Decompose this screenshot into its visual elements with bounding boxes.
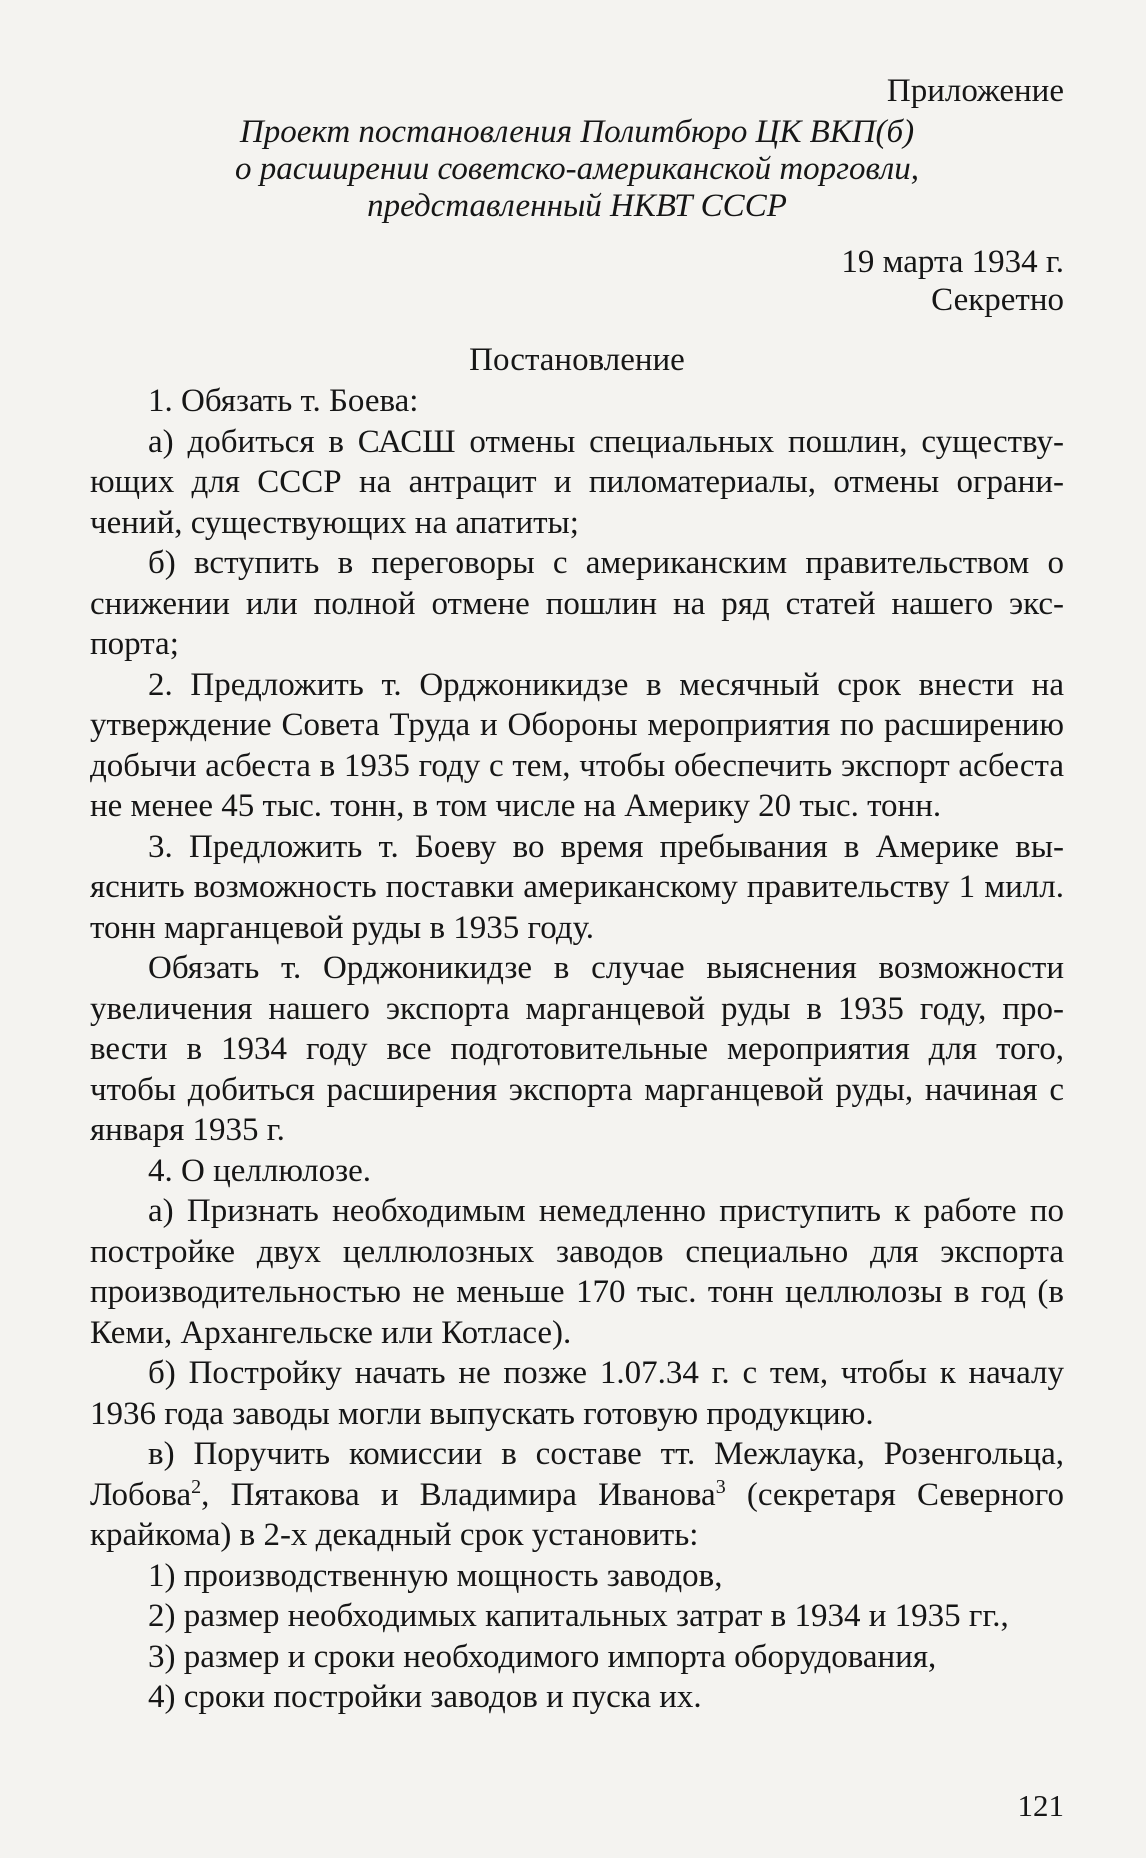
section-heading: Постановление	[469, 342, 685, 378]
paragraph-4a: а) Признать необходимым немедленно приступить к работе по постройке двух целлюлозных заводов специально для экспорта производительностью не меньше 170 тыс. тонн целлюлозы в год (в Кеми, Архангельске или Котласе).	[90, 1193, 1064, 1351]
paragraph-4c-text-1: в) Поручить комиссии в составе тт. Межлаука, Розенгольца, Лобова	[90, 1436, 1064, 1513]
list-item: 2) размер необходимых капитальных затрат в 1934 и 1935 гг.,	[148, 1598, 1009, 1634]
paragraph-4c-text-3: (секретаря Северного крайкома) в 2-х декадный срок установить:	[90, 1476, 1064, 1553]
resolution-body	[90, 381, 1064, 1718]
document-date: 19 марта 1934 г.	[841, 244, 1064, 280]
paragraph-1a: а) добиться в САСШ отмены специальных пошлин, существующих для СССР на антрацит и пиломатериалы, отмены ограничений, существующих на апатиты;	[90, 423, 1064, 541]
footnote-ref-3: 3	[715, 1475, 726, 1498]
page-number: 121	[1017, 1788, 1064, 1823]
list-item: 1) производственную мощность заводов,	[148, 1557, 723, 1594]
title-line-2: о расширении советско-американской торговли,	[234, 151, 920, 187]
appendix-label: Приложение	[886, 73, 1064, 109]
list-item: 3) размер и сроки необходимого импорта оборудования,	[148, 1638, 937, 1675]
classification-label: Секретно	[931, 282, 1064, 318]
list-item: 4) сроки постройки заводов и пуска их.	[148, 1679, 702, 1715]
paragraph-4c	[90, 1434, 1064, 1556]
paragraph-3b: Обязать т. Орджоникидзе в случае выяснения возможности увеличения нашего экспорта марганцевой руды в 1935 году, провести в 1934 году все подготовительные мероприятия для того, чтобы добиться расширения экспорта марганцевой руды, начиная с января 1935 г.	[90, 950, 1064, 1148]
title-line-1: Проект постановления Политбюро ЦК ВКП(б)	[239, 114, 915, 150]
paragraph-4c-text-2: , Пятакова и Владимира Иванова	[201, 1476, 716, 1513]
title-line-3: представленный НКВТ СССР	[367, 188, 787, 224]
paragraph-4b: б) Постройку начать не позже 1.07.34 г. с тем, чтобы к началу 1936 года заводы могли выпускать готовую продукцию.	[90, 1355, 1064, 1432]
document-title	[90, 114, 1064, 225]
paragraph-1b: б) вступить в переговоры с американским правительством о снижении или полной отмене пошлин на ряд статей нашего экспорта;	[90, 545, 1064, 662]
paragraph-1: 1. Обязать т. Боева:	[148, 383, 419, 419]
paragraph-3: 3. Предложить т. Боеву во время пребывания в Америке выяснить возможность поставки американскому правительству 1 милл. тонн марганцевой руды в 1935 году.	[90, 828, 1064, 946]
paragraph-4: 4. О целлюлозе.	[148, 1152, 372, 1189]
footnote-ref-2: 2	[191, 1475, 202, 1498]
paragraph-2: 2. Предложить т. Орджоникидзе в месячный срок внести на утверждение Совета Труда и Обороны мероприятия по расширению добычи асбеста в 1935 году с тем, чтобы обеспечить экспорт асбеста не менее 45 тыс. тонн, в том числе на Америку 20 тыс. тонн.	[90, 666, 1064, 824]
